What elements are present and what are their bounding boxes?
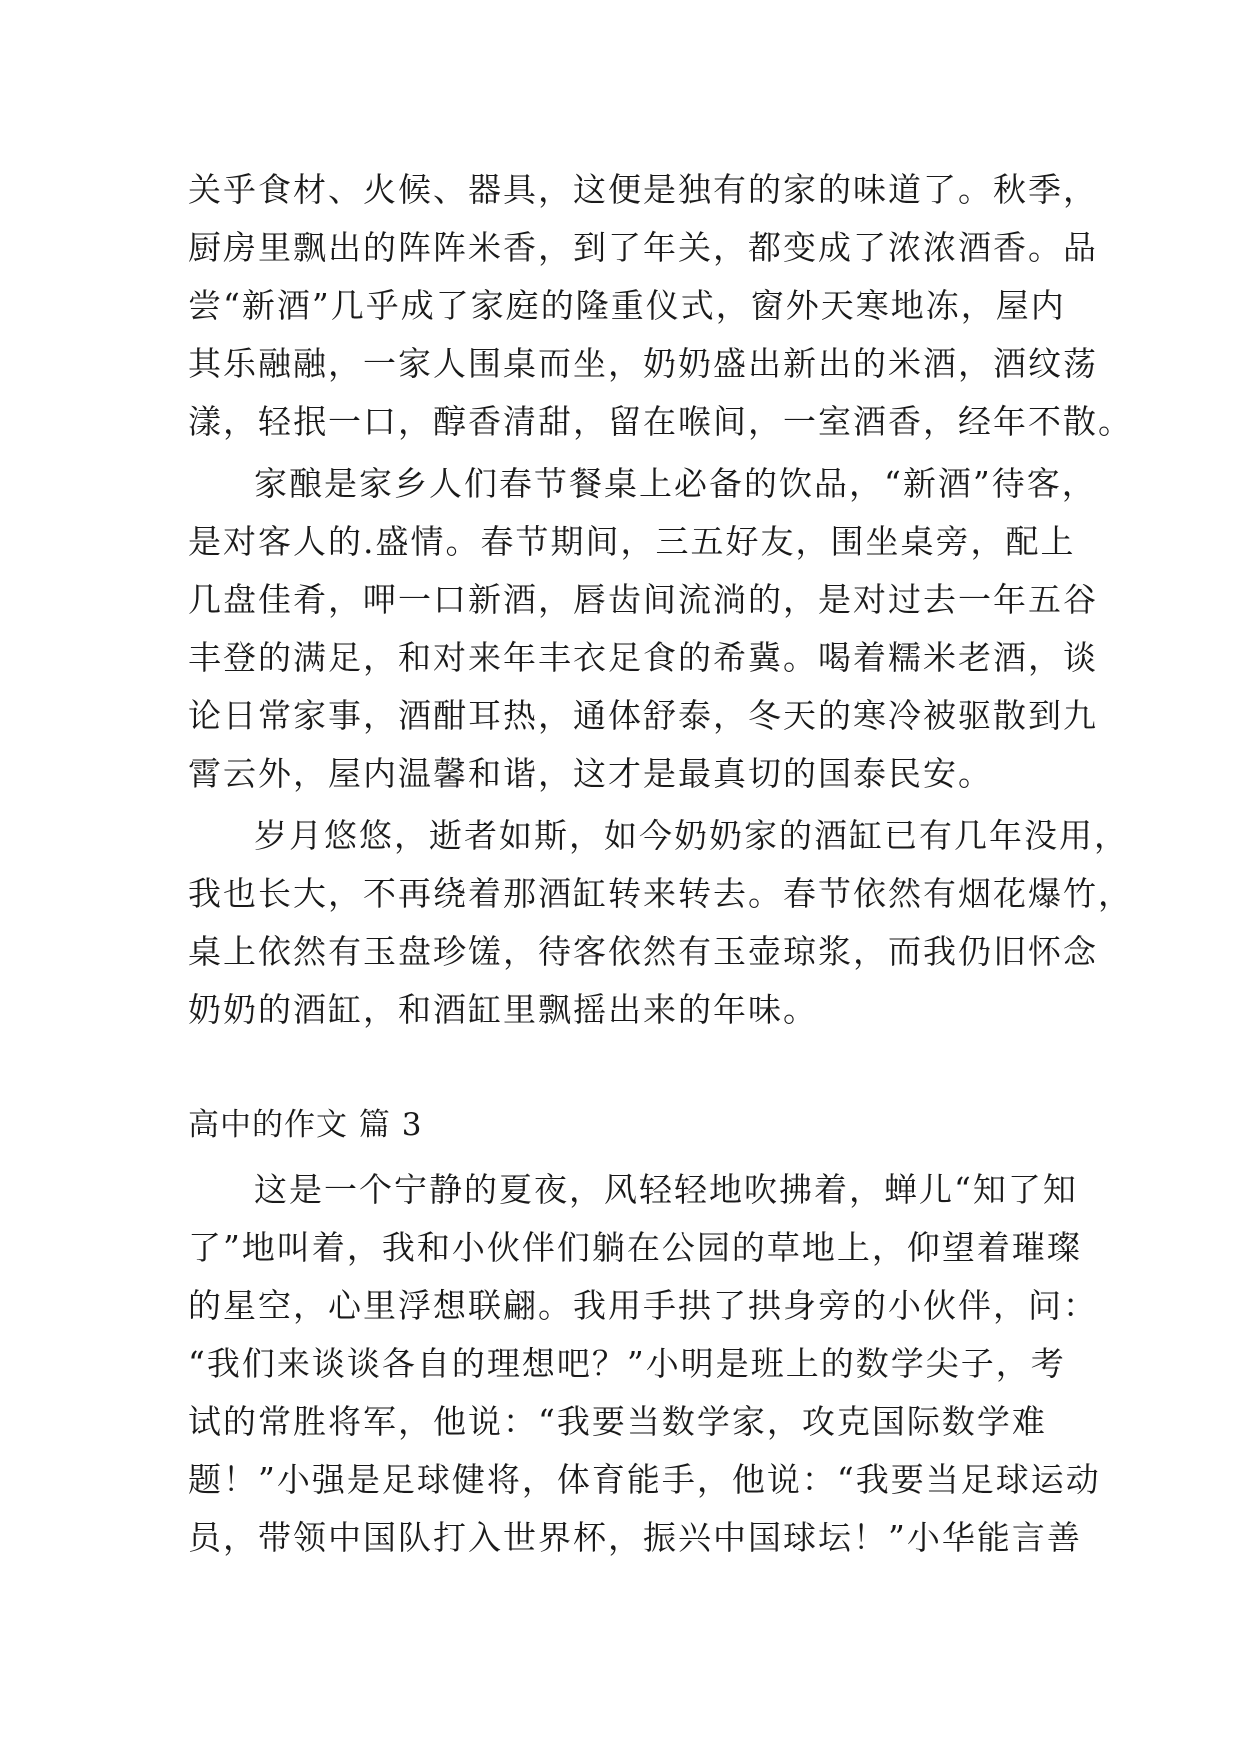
paragraph-line: 试的常胜将军，他说：“我要当数学家，攻克国际数学难: [188, 1402, 1047, 1441]
paragraph-line: 论日常家事，酒酣耳热，通体舒泰，冬天的寒冷被驱散到九: [188, 696, 1098, 735]
paragraph-line: 这是一个宁静的夏夜，风轻轻地吹拂着，蝉儿“知了知: [254, 1170, 1078, 1209]
paragraph-line: 岁月悠悠，逝者如斯，如今奶奶家的酒缸已有几年没用，: [254, 816, 1129, 855]
paragraph-line: 桌上依然有玉盘珍馐，待客依然有玉壶琼浆，而我仍旧怀念: [188, 932, 1098, 971]
paragraph-line: 霄云外，屋内温馨和谐，这才是最真切的国泰民安。: [188, 754, 993, 793]
paragraph-line: 厨房里飘出的阵阵米香，到了年关，都变成了浓浓酒香。品: [188, 228, 1098, 267]
paragraph-line: 是对客人的.盛情。春节期间，三五好友，围坐桌旁，配上: [188, 522, 1076, 561]
paragraph-line: 丰登的满足，和对来年丰衣足食的希冀。喝着糯米老酒，谈: [188, 638, 1098, 677]
paragraph-line: 我也长大，不再绕着那酒缸转来转去。春节依然有烟花爆竹，: [188, 874, 1133, 913]
paragraph-line: 尝“新酒”几乎成了家庭的隆重仪式，窗外天寒地冻，屋内: [188, 286, 1066, 325]
paragraph-line: 了”地叫着，我和小伙伴们躺在公园的草地上，仰望着璀璨: [188, 1228, 1082, 1267]
paragraph-line: 漾，轻抿一口，醇香清甜，留在喉间，一室酒香，经年不散。: [188, 402, 1133, 441]
paragraph-line: 家酿是家乡人们春节餐桌上必备的饮品，“新酒”待客，: [254, 464, 1097, 503]
paragraph-line: 奶奶的酒缸，和酒缸里飘摇出来的年味。: [188, 990, 818, 1029]
paragraph-line: 员，带领中国队打入世界杯，振兴中国球坛！”小华能言善: [188, 1518, 1082, 1557]
paragraph-line: “我们来谈谈各自的理想吧？”小明是班上的数学尖子，考: [188, 1344, 1066, 1383]
section-heading: 高中的作文 篇 3: [188, 1107, 423, 1143]
paragraph-line: 关乎食材、火候、器具，这便是独有的家的味道了。秋季，: [188, 170, 1098, 209]
paragraph-line: 题！”小强是足球健将，体育能手，他说：“我要当足球运动: [188, 1460, 1101, 1499]
paragraph-line: 其乐融融，一家人围桌而坐，奶奶盛出新出的米酒，酒纹荡: [188, 344, 1098, 383]
paragraph-line: 几盘佳肴，呷一口新酒，唇齿间流淌的，是对过去一年五谷: [188, 580, 1098, 619]
paragraph-line: 的星空，心里浮想联翩。我用手拱了拱身旁的小伙伴，问：: [188, 1286, 1098, 1325]
